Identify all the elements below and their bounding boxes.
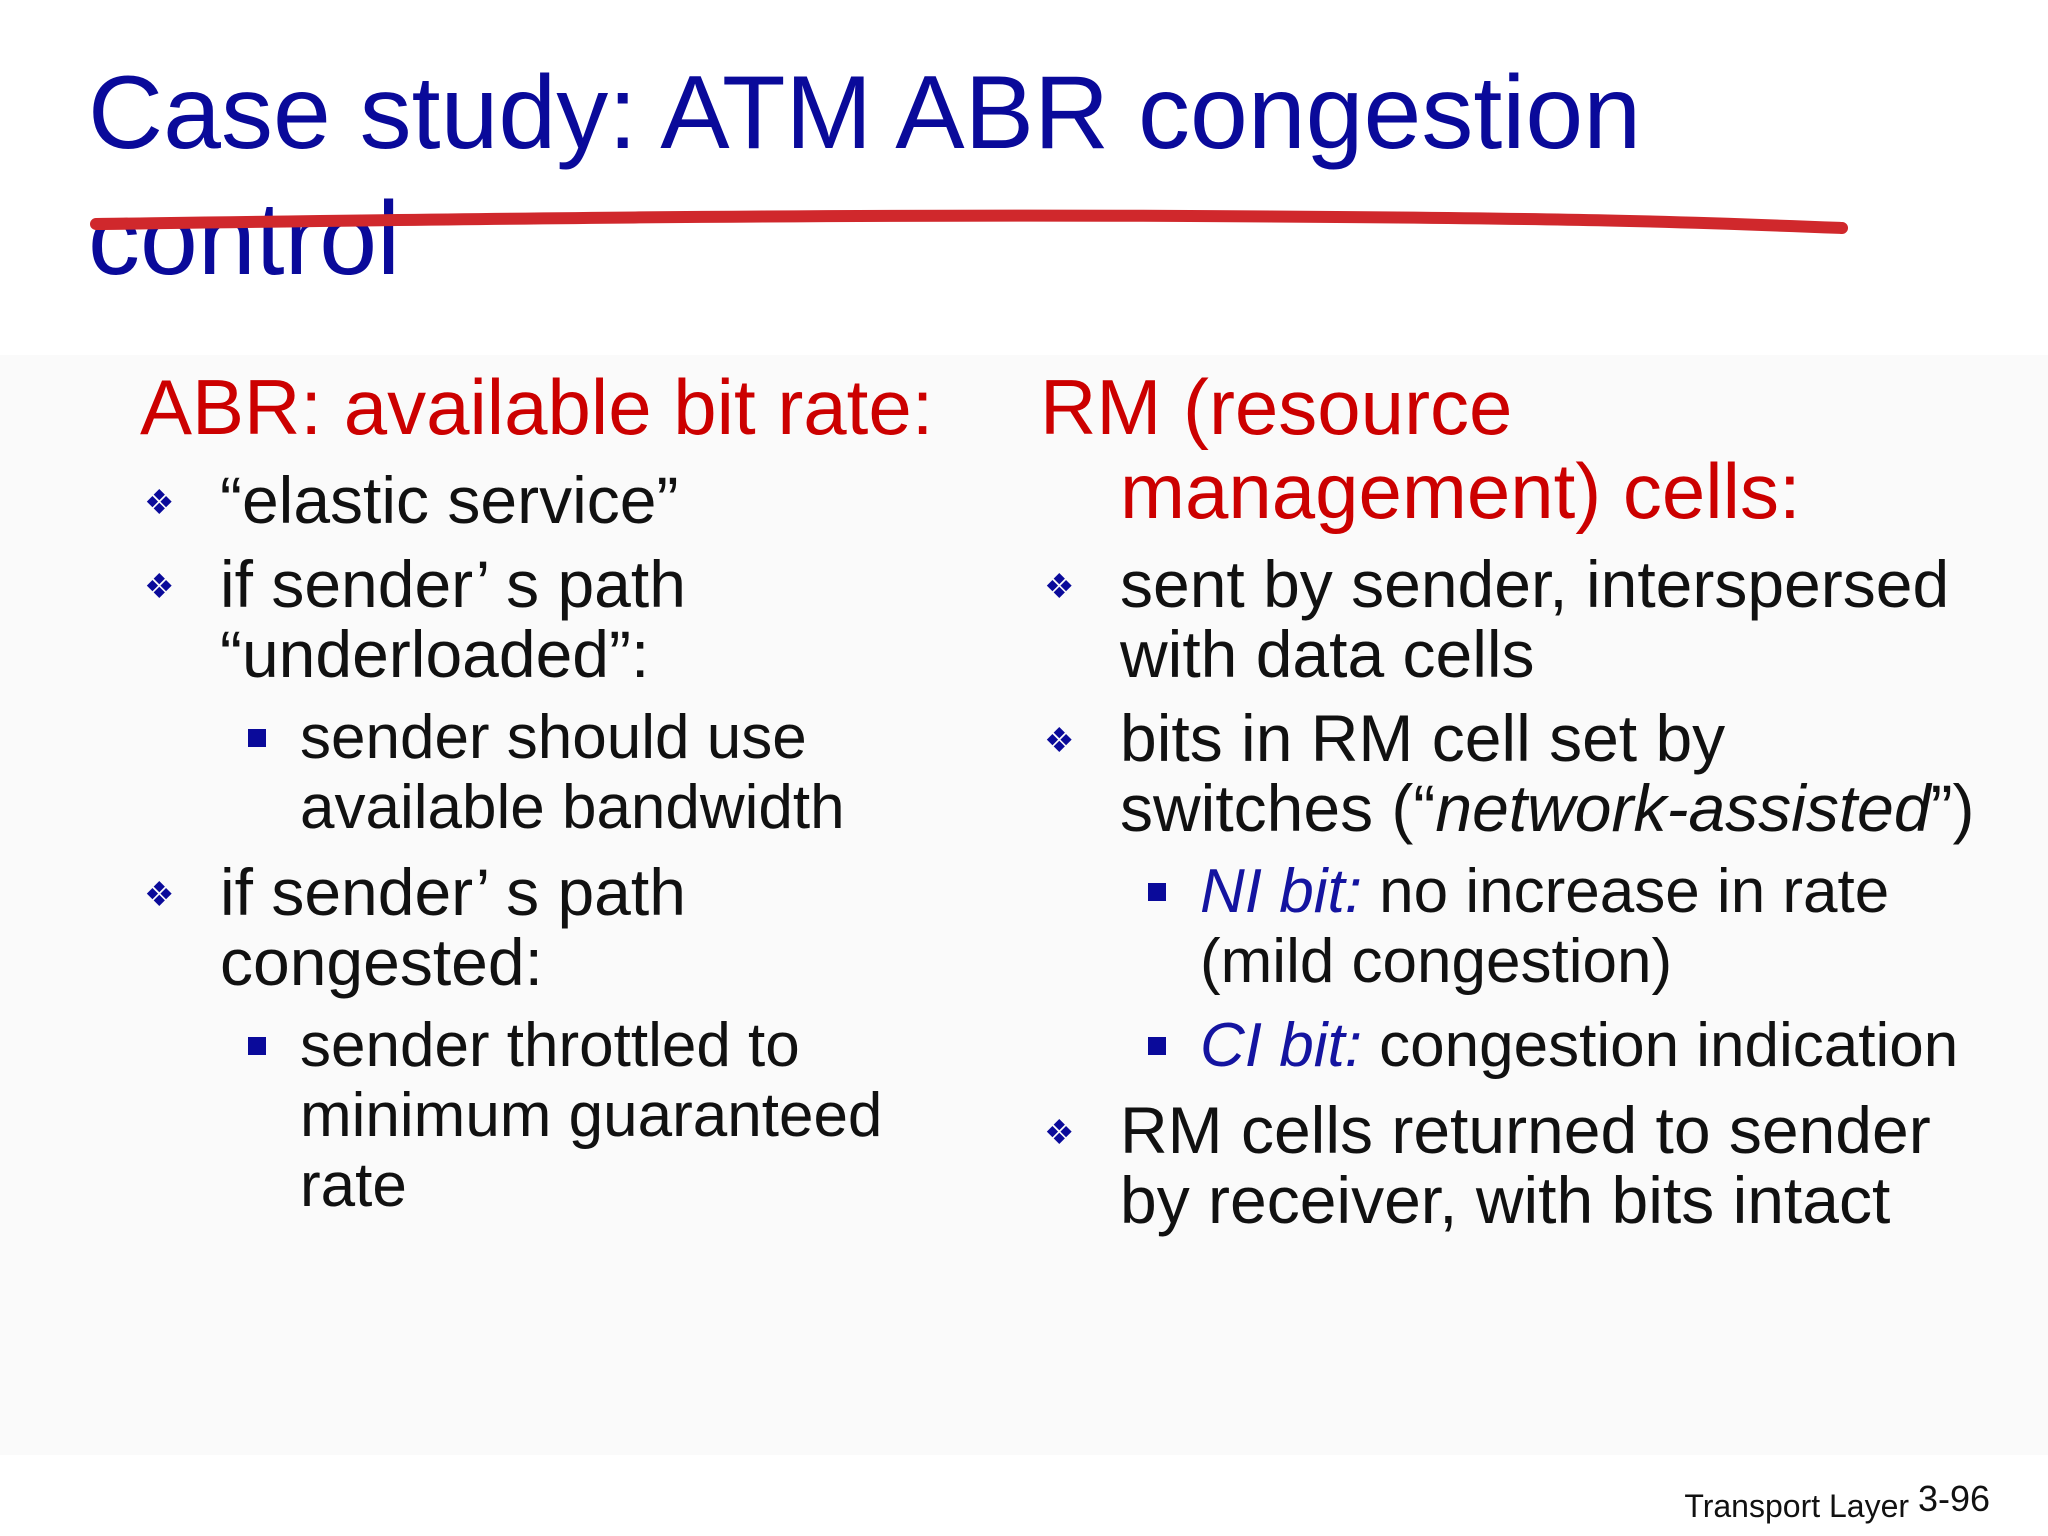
diamond-bullet-icon: ❖ [1044, 1114, 1075, 1152]
bullet-sent-by-sender: ❖ sent by sender, interspersed with data cells [1044, 547, 1950, 691]
subbullet-throttled: sender throttled to minimum guaranteed rate [140, 1011, 940, 1221]
page-number: 3-96 [1917, 1478, 1990, 1519]
diamond-bullet-icon: ❖ [144, 568, 175, 606]
right-column [1040, 355, 1990, 1249]
red-underline-stroke [90, 200, 1850, 240]
bullet-underloaded: ❖ if sender’ s path “underloaded”: [144, 547, 686, 691]
square-bullet-icon [248, 1037, 266, 1055]
subbullet-ci-bit: CI bit: congestion indication [1040, 1011, 1990, 1081]
subbullet-use-bandwidth: sender should use available bandwidth [140, 703, 940, 843]
bullet-congested: ❖ if sender’ s path congested: [144, 855, 686, 999]
left-column [140, 355, 940, 1235]
footer-label: Transport Layer [1684, 1488, 1910, 1524]
slide-body [0, 355, 2048, 1455]
bullet-rm-returned: ❖ RM cells returned to sender by receiver, with bits intact [1044, 1093, 1931, 1237]
square-bullet-icon [248, 729, 266, 747]
square-bullet-icon [1148, 883, 1166, 901]
bullet-bits-set-by-switches: ❖ bits in RM cell set by switches (“network-assisted”) [1044, 701, 1975, 845]
diamond-bullet-icon: ❖ [1044, 722, 1075, 760]
diamond-bullet-icon: ❖ [1044, 568, 1075, 606]
subbullet-ni-bit: NI bit: no increase in rate (mild congestion) [1040, 857, 1990, 997]
square-bullet-icon [1148, 1037, 1166, 1055]
slide-title: Case study: ATM ABR congestion control [88, 55, 1642, 297]
diamond-bullet-icon: ❖ [144, 876, 175, 914]
left-heading: ABR: available bit rate: [140, 363, 934, 451]
bullet-elastic-service: ❖ “elastic service” [144, 463, 679, 537]
diamond-bullet-icon: ❖ [144, 484, 175, 522]
slide-footer [1684, 1478, 1990, 1526]
right-heading: RM (resource management) cells: [1040, 363, 1801, 535]
